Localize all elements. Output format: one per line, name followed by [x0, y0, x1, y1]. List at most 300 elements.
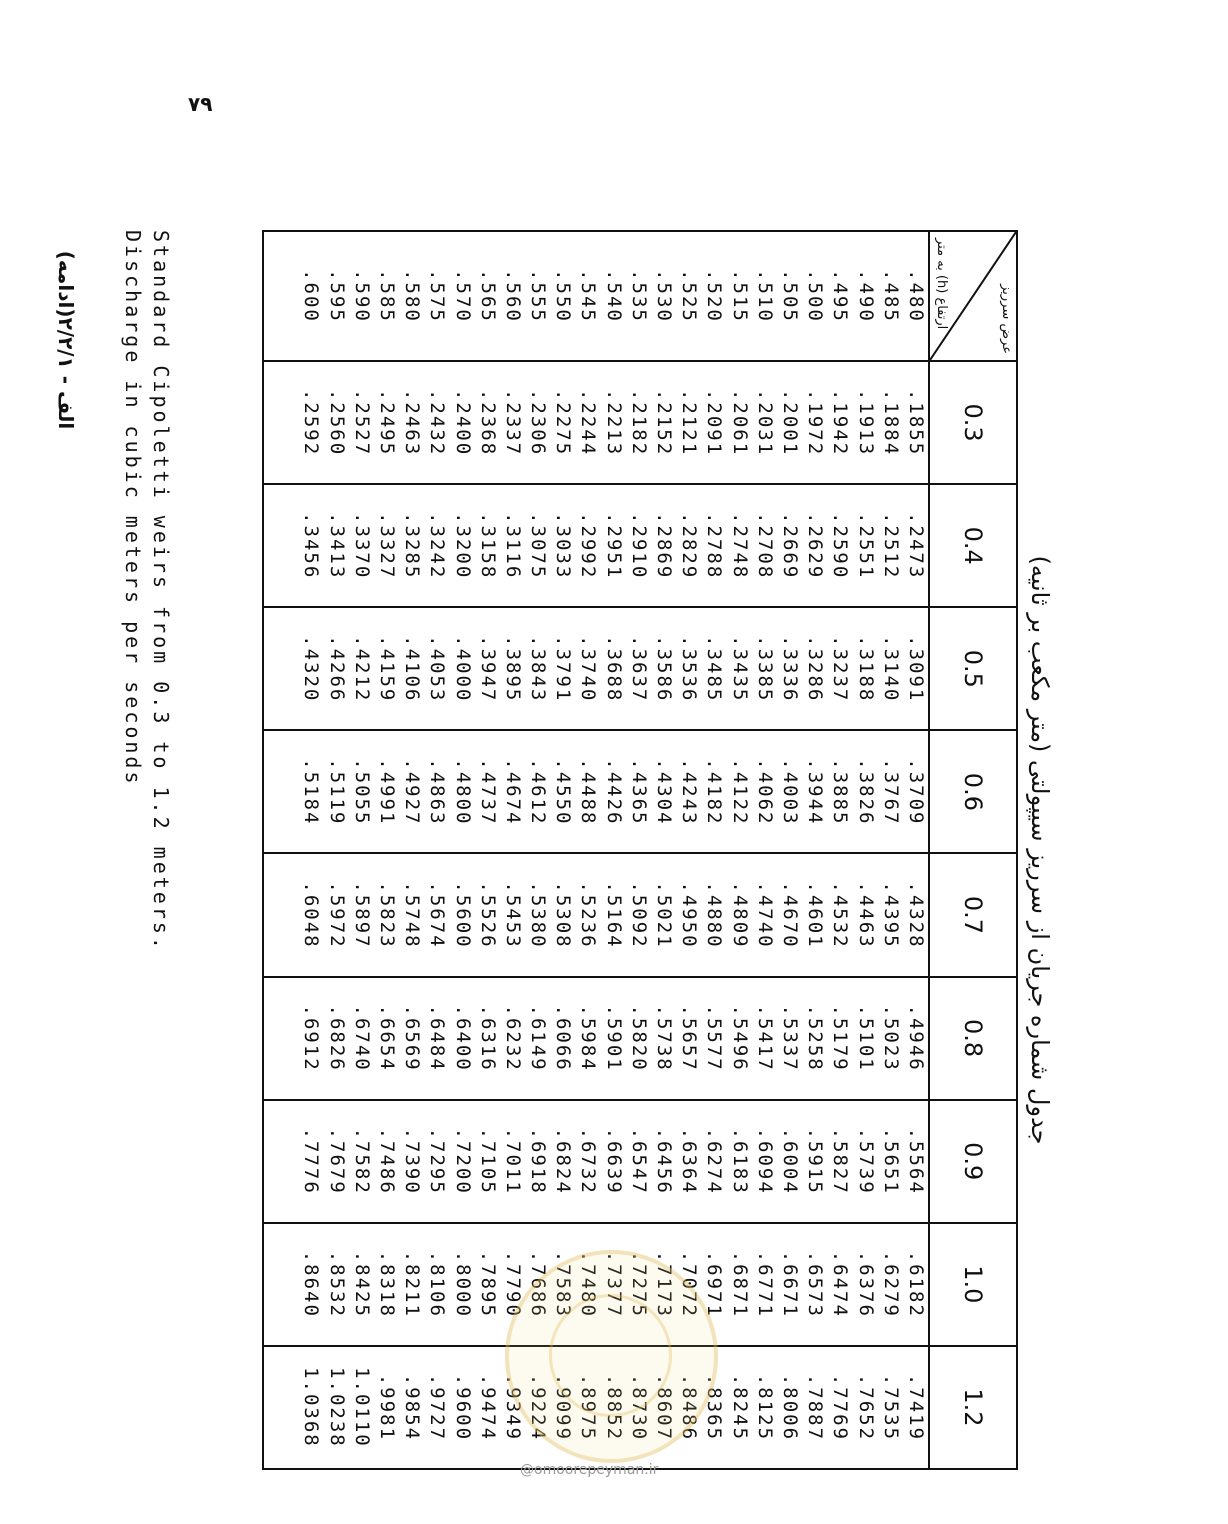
- discharge-cell: .2527: [349, 361, 374, 484]
- discharge-cell: .8211: [399, 1223, 424, 1346]
- discharge-cell: .5972: [324, 853, 349, 976]
- discharge-cell: .3336: [777, 607, 802, 730]
- discharge-cell: .7583: [550, 1223, 575, 1346]
- discharge-cell: .2275: [550, 361, 575, 484]
- discharge-cell: .2061: [727, 361, 752, 484]
- discharge-cell: .6316: [475, 977, 500, 1100]
- watermark-text: @omoorepeyman.ir: [520, 1462, 659, 1478]
- discharge-cell: .7173: [651, 1223, 676, 1346]
- discharge-cell: .9224: [525, 1346, 550, 1469]
- table-row: [878, 231, 903, 1469]
- discharge-cell: .5021: [651, 853, 676, 976]
- discharge-cell: .3327: [374, 484, 399, 607]
- width-header: 0.5: [929, 607, 1017, 730]
- discharge-cell: .5657: [676, 977, 701, 1100]
- discharge-cell: .2748: [727, 484, 752, 607]
- discharge-cell: .7895: [475, 1223, 500, 1346]
- discharge-cell: .4304: [651, 730, 676, 853]
- discharge-cell: .5577: [701, 977, 726, 1100]
- discharge-cell: .7072: [676, 1223, 701, 1346]
- discharge-cell: .2001: [777, 361, 802, 484]
- discharge-cell: .2551: [852, 484, 877, 607]
- table-row: [827, 231, 852, 1469]
- discharge-cell: .2091: [701, 361, 726, 484]
- table-row: [752, 231, 777, 1469]
- discharge-cell: .3091: [903, 607, 929, 730]
- discharge-cell: .6732: [575, 1100, 600, 1223]
- discharge-cell: .2244: [575, 361, 600, 484]
- discharge-cell: .5738: [651, 977, 676, 1100]
- head-value-cell: .540: [601, 231, 626, 361]
- discharge-cell: .4395: [878, 853, 903, 976]
- table-row: [500, 231, 525, 1469]
- discharge-cell: .3740: [575, 607, 600, 730]
- table-row: [298, 231, 323, 1469]
- discharge-cell: .3826: [852, 730, 877, 853]
- discharge-cell: .3586: [651, 607, 676, 730]
- head-value-cell: .515: [727, 231, 752, 361]
- discharge-cell: .3140: [878, 607, 903, 730]
- table-reference-label: [54, 250, 100, 430]
- discharge-cell: .5820: [626, 977, 651, 1100]
- discharge-cell: .5092: [626, 853, 651, 976]
- discharge-cell: .4463: [852, 853, 877, 976]
- discharge-cell: .5236: [575, 853, 600, 976]
- discharge-cell: .4488: [575, 730, 600, 853]
- discharge-cell: .4950: [676, 853, 701, 976]
- discharge-cell: .5119: [324, 730, 349, 853]
- discharge-cell: .7535: [878, 1346, 903, 1469]
- empty-cell: [263, 1223, 298, 1346]
- discharge-cell: .4212: [349, 607, 374, 730]
- discharge-cell: .5258: [802, 977, 827, 1100]
- discharge-cell: .1942: [827, 361, 852, 484]
- discharge-cell: .5915: [802, 1100, 827, 1223]
- table-row: [349, 231, 374, 1469]
- discharge-cell: .8318: [374, 1223, 399, 1346]
- discharge-cell: .8106: [424, 1223, 449, 1346]
- discharge-cell: .6279: [878, 1223, 903, 1346]
- head-value-cell: .580: [399, 231, 424, 361]
- discharge-cell: .2560: [324, 361, 349, 484]
- discharge-cell: .2590: [827, 484, 852, 607]
- discharge-cell: .1855: [903, 361, 929, 484]
- width-header: 0.7: [929, 853, 1017, 976]
- discharge-cell: .4122: [727, 730, 752, 853]
- discharge-cell: .5184: [298, 730, 323, 853]
- discharge-cell: .2121: [676, 361, 701, 484]
- head-value-cell: .505: [777, 231, 802, 361]
- discharge-cell: .3456: [298, 484, 323, 607]
- discharge-cell: .5827: [827, 1100, 852, 1223]
- discharge-cell: .1972: [802, 361, 827, 484]
- discharge-cell: .4674: [500, 730, 525, 853]
- watermark-inner-ring: [549, 1294, 672, 1417]
- discharge-cell: .3116: [500, 484, 525, 607]
- discharge-cell: .2368: [475, 361, 500, 484]
- table-row: [802, 231, 827, 1469]
- discharge-cell: .2592: [298, 361, 323, 484]
- discharge-cell: .8532: [324, 1223, 349, 1346]
- head-value-cell: .535: [626, 231, 651, 361]
- table-row: [399, 231, 424, 1469]
- head-value-cell: .560: [500, 231, 525, 361]
- head-value-cell: .525: [676, 231, 701, 361]
- table-row: [424, 231, 449, 1469]
- discharge-cell: .2512: [878, 484, 903, 607]
- discharge-cell: .6547: [626, 1100, 651, 1223]
- discharge-cell: .7486: [374, 1100, 399, 1223]
- discharge-cell: .3435: [727, 607, 752, 730]
- width-header: 1.0: [929, 1223, 1017, 1346]
- discharge-cell: .6824: [550, 1100, 575, 1223]
- discharge-cell: .5564: [903, 1100, 929, 1223]
- discharge-cell: .6871: [727, 1223, 752, 1346]
- discharge-cell: .4320: [298, 607, 323, 730]
- header-row: [929, 231, 1017, 1469]
- discharge-cell: .8245: [727, 1346, 752, 1469]
- discharge-cell: .9727: [424, 1346, 449, 1469]
- discharge-cell: .7887: [802, 1346, 827, 1469]
- discharge-cell: 1.0110: [349, 1346, 374, 1469]
- discharge-cell: .7295: [424, 1100, 449, 1223]
- discharge-cell: .1913: [852, 361, 877, 484]
- discharge-cell: .4426: [601, 730, 626, 853]
- english-caption: [119, 230, 175, 952]
- discharge-cell: .2708: [752, 484, 777, 607]
- head-value-cell: .585: [374, 231, 399, 361]
- discharge-cell: .4946: [903, 977, 929, 1100]
- discharge-cell: .8607: [651, 1346, 676, 1469]
- width-header: 1.2: [929, 1346, 1017, 1469]
- discharge-cell: .3767: [878, 730, 903, 853]
- discharge-cell: .4670: [777, 853, 802, 976]
- discharge-cell: .7769: [827, 1346, 852, 1469]
- head-value-cell: .485: [878, 231, 903, 361]
- discharge-cell: .5337: [777, 977, 802, 1100]
- discharge-cell: 1.0238: [324, 1346, 349, 1469]
- discharge-cell: .3385: [752, 607, 777, 730]
- discharge-cell: .5984: [575, 977, 600, 1100]
- head-value-cell: .600: [298, 231, 323, 361]
- discharge-cell: .2869: [651, 484, 676, 607]
- table-row: [475, 231, 500, 1469]
- width-header: 0.6: [929, 730, 1017, 853]
- head-value-cell: .550: [550, 231, 575, 361]
- discharge-cell: .5417: [752, 977, 777, 1100]
- discharge-cell: .8486: [676, 1346, 701, 1469]
- discharge-cell: .5651: [878, 1100, 903, 1223]
- discharge-cell: .5901: [601, 977, 626, 1100]
- discharge-cell: .4003: [777, 730, 802, 853]
- discharge-cell: .3200: [449, 484, 474, 607]
- discharge-cell: .6740: [349, 977, 374, 1100]
- table-title: جدول شماره جریان از سرریز سیپولتی (متر مکعب بر ثانیه): [1026, 555, 1054, 1145]
- discharge-cell: .3485: [701, 607, 726, 730]
- discharge-cell: .6066: [550, 977, 575, 1100]
- discharge-cell: .5380: [525, 853, 550, 976]
- discharge-cell: .3885: [827, 730, 852, 853]
- discharge-cell: .6912: [298, 977, 323, 1100]
- discharge-cell: .3370: [349, 484, 374, 607]
- discharge-cell: .3413: [324, 484, 349, 607]
- head-value-cell: .565: [475, 231, 500, 361]
- discharge-cell: .7011: [500, 1100, 525, 1223]
- discharge-cell: .5496: [727, 977, 752, 1100]
- width-header: 0.3: [929, 361, 1017, 484]
- discharge-cell: .2829: [676, 484, 701, 607]
- discharge-cell: .4737: [475, 730, 500, 853]
- head-value-cell: .545: [575, 231, 600, 361]
- discharge-cell: .7790: [500, 1223, 525, 1346]
- discharge-cell: .4243: [676, 730, 701, 853]
- discharge-cell: .6232: [500, 977, 525, 1100]
- discharge-cell: .6569: [399, 977, 424, 1100]
- discharge-cell: .6400: [449, 977, 474, 1100]
- discharge-cell: .6004: [777, 1100, 802, 1223]
- caption-line-1: Standard Cipoletti weirs from 0.3 to 1.2 meters.: [149, 230, 173, 952]
- discharge-cell: .3637: [626, 607, 651, 730]
- discharge-cell: .2337: [500, 361, 525, 484]
- discharge-cell: .6639: [601, 1100, 626, 1223]
- empty-cell: [263, 607, 298, 730]
- table-row: [777, 231, 802, 1469]
- discharge-cell: .4532: [827, 853, 852, 976]
- empty-cell: [263, 853, 298, 976]
- discharge-cell: .3843: [525, 607, 550, 730]
- discharge-cell: .4880: [701, 853, 726, 976]
- discharge-cell: .6971: [701, 1223, 726, 1346]
- discharge-cell: .8640: [298, 1223, 323, 1346]
- discharge-cell: .2473: [903, 484, 929, 607]
- empty-cell: [263, 484, 298, 607]
- discharge-cell: .6048: [298, 853, 323, 976]
- discharge-cell: .7480: [575, 1223, 600, 1346]
- head-value-cell: .520: [701, 231, 726, 361]
- discharge-cell: .3688: [601, 607, 626, 730]
- discharge-cell: .5179: [827, 977, 852, 1100]
- head-value-cell: .500: [802, 231, 827, 361]
- discharge-cell: .4062: [752, 730, 777, 853]
- discharge-cell: .4159: [374, 607, 399, 730]
- table-row: [903, 231, 929, 1469]
- discharge-cell: 1.0368: [298, 1346, 323, 1469]
- discharge-cell: .7582: [349, 1100, 374, 1223]
- discharge-cell: .4266: [324, 607, 349, 730]
- discharge-cell: .8730: [626, 1346, 651, 1469]
- discharge-cell: .5453: [500, 853, 525, 976]
- table-row: [852, 231, 877, 1469]
- discharge-cell: .7377: [601, 1223, 626, 1346]
- discharge-cell: .2463: [399, 361, 424, 484]
- discharge-cell: .4365: [626, 730, 651, 853]
- discharge-cell: .9099: [550, 1346, 575, 1469]
- height-label: ارتفاع (h) به متر: [934, 238, 949, 330]
- discharge-cell: .9349: [500, 1346, 525, 1469]
- discharge-cell: .6274: [701, 1100, 726, 1223]
- width-header: 0.9: [929, 1100, 1017, 1223]
- table-reference-text: الف - ۲/۲/۱(ادامه): [54, 250, 78, 430]
- discharge-cell: .5023: [878, 977, 903, 1100]
- discharge-cell: .3536: [676, 607, 701, 730]
- discharge-cell: .6826: [324, 977, 349, 1100]
- discharge-cell: .3158: [475, 484, 500, 607]
- discharge-cell: .2152: [651, 361, 676, 484]
- watermark-logo: [505, 1250, 718, 1463]
- discharge-cell: .7776: [298, 1100, 323, 1223]
- corner-header-cell: [929, 231, 1017, 361]
- discharge-cell: .6484: [424, 977, 449, 1100]
- head-value-cell: .570: [449, 231, 474, 361]
- discharge-cell: .7200: [449, 1100, 474, 1223]
- discharge-cell: .8125: [752, 1346, 777, 1469]
- discharge-cell: .2306: [525, 361, 550, 484]
- discharge-cell: .2951: [601, 484, 626, 607]
- page-number: ۷۹: [188, 92, 213, 116]
- discharge-cell: .5674: [424, 853, 449, 976]
- table-row: [324, 231, 349, 1469]
- discharge-cell: .2669: [777, 484, 802, 607]
- discharge-cell: .3944: [802, 730, 827, 853]
- head-value-cell: .495: [827, 231, 852, 361]
- discharge-cell: .6182: [903, 1223, 929, 1346]
- discharge-cell: .6149: [525, 977, 550, 1100]
- empty-cell: [263, 1100, 298, 1223]
- discharge-cell: .5526: [475, 853, 500, 976]
- discharge-cell: .6094: [752, 1100, 777, 1223]
- discharge-cell: .9981: [374, 1346, 399, 1469]
- caption-line-2: Discharge in cubic meters per seconds: [121, 230, 145, 787]
- discharge-cell: .4991: [374, 730, 399, 853]
- discharge-cell: .4800: [449, 730, 474, 853]
- discharge-cell: .4612: [525, 730, 550, 853]
- discharge-cell: .7652: [852, 1346, 877, 1469]
- discharge-cell: .8975: [575, 1346, 600, 1469]
- discharge-cell: .6573: [802, 1223, 827, 1346]
- discharge-cell: .4106: [399, 607, 424, 730]
- head-value-cell: .530: [651, 231, 676, 361]
- discharge-cell: .6456: [651, 1100, 676, 1223]
- discharge-cell: .5739: [852, 1100, 877, 1223]
- table-row: [374, 231, 399, 1469]
- discharge-cell: .4809: [727, 853, 752, 976]
- head-value-cell: .490: [852, 231, 877, 361]
- discharge-cell: .7419: [903, 1346, 929, 1469]
- discharge-cell: .2432: [424, 361, 449, 484]
- discharge-cell: .4182: [701, 730, 726, 853]
- discharge-cell: .5823: [374, 853, 399, 976]
- discharge-cell: .9600: [449, 1346, 474, 1469]
- discharge-cell: .7105: [475, 1100, 500, 1223]
- head-value-cell: .590: [349, 231, 374, 361]
- discharge-cell: .5308: [550, 853, 575, 976]
- table-row: [701, 231, 726, 1469]
- discharge-cell: .6364: [676, 1100, 701, 1223]
- empty-cell: [263, 730, 298, 853]
- discharge-cell: .5748: [399, 853, 424, 976]
- discharge-cell: .3895: [500, 607, 525, 730]
- discharge-cell: .5600: [449, 853, 474, 976]
- discharge-cell: .3033: [550, 484, 575, 607]
- discharge-cell: .7679: [324, 1100, 349, 1223]
- discharge-cell: .5055: [349, 730, 374, 853]
- discharge-cell: .3791: [550, 607, 575, 730]
- width-header: 0.8: [929, 977, 1017, 1100]
- discharge-cell: .4328: [903, 853, 929, 976]
- discharge-cell: .2992: [575, 484, 600, 607]
- width-header: 0.4: [929, 484, 1017, 607]
- width-label: عرض سرریز: [999, 284, 1014, 354]
- discharge-cell: .3075: [525, 484, 550, 607]
- discharge-cell: .4740: [752, 853, 777, 976]
- discharge-cell: .4000: [449, 607, 474, 730]
- discharge-cell: .3285: [399, 484, 424, 607]
- discharge-cell: .6654: [374, 977, 399, 1100]
- table-row: [449, 231, 474, 1469]
- head-value-cell: .595: [324, 231, 349, 361]
- discharge-cell: .5164: [601, 853, 626, 976]
- discharge-cell: .4550: [550, 730, 575, 853]
- head-value-cell: .575: [424, 231, 449, 361]
- discharge-cell: .8365: [701, 1346, 726, 1469]
- discharge-cell: .1884: [878, 361, 903, 484]
- discharge-cell: .8006: [777, 1346, 802, 1469]
- discharge-cell: .8000: [449, 1223, 474, 1346]
- discharge-cell: .4053: [424, 607, 449, 730]
- discharge-cell: .3709: [903, 730, 929, 853]
- discharge-cell: .2629: [802, 484, 827, 607]
- discharge-cell: .3947: [475, 607, 500, 730]
- discharge-cell: .2213: [601, 361, 626, 484]
- table-row: [727, 231, 752, 1469]
- discharge-cell: .2031: [752, 361, 777, 484]
- discharge-cell: .9854: [399, 1346, 424, 1469]
- discharge-cell: .5897: [349, 853, 374, 976]
- discharge-cell: .3237: [827, 607, 852, 730]
- discharge-cell: .8852: [601, 1346, 626, 1469]
- discharge-cell: .9474: [475, 1346, 500, 1469]
- discharge-cell: .6183: [727, 1100, 752, 1223]
- discharge-cell: .7390: [399, 1100, 424, 1223]
- head-value-cell: .555: [525, 231, 550, 361]
- discharge-cell: .6474: [827, 1223, 852, 1346]
- empty-cell: [263, 361, 298, 484]
- discharge-cell: .2495: [374, 361, 399, 484]
- head-value-cell: .480: [903, 231, 929, 361]
- discharge-cell: .6671: [777, 1223, 802, 1346]
- empty-cell: [263, 977, 298, 1100]
- discharge-cell: .2400: [449, 361, 474, 484]
- discharge-cell: .7275: [626, 1223, 651, 1346]
- discharge-cell: .3286: [802, 607, 827, 730]
- empty-cell: [263, 231, 298, 361]
- discharge-cell: .2910: [626, 484, 651, 607]
- discharge-cell: .3242: [424, 484, 449, 607]
- discharge-cell: .4601: [802, 853, 827, 976]
- discharge-cell: .6918: [525, 1100, 550, 1223]
- discharge-cell: .4927: [399, 730, 424, 853]
- discharge-cell: .2182: [626, 361, 651, 484]
- head-value-cell: .510: [752, 231, 777, 361]
- discharge-cell: .8425: [349, 1223, 374, 1346]
- discharge-cell: .6771: [752, 1223, 777, 1346]
- discharge-cell: .6376: [852, 1223, 877, 1346]
- discharge-cell: .4863: [424, 730, 449, 853]
- empty-cell: [263, 1346, 298, 1469]
- table-bottom-spacer: [263, 231, 298, 1469]
- discharge-cell: .2788: [701, 484, 726, 607]
- discharge-cell: .3188: [852, 607, 877, 730]
